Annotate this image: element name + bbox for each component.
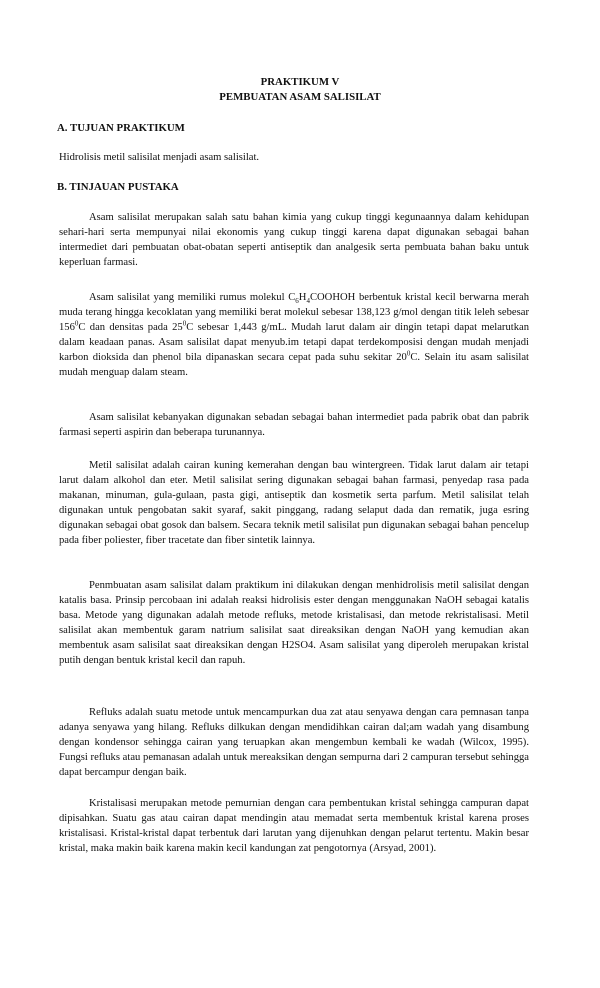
paragraph-2: Asam salisilat yang memiliki rumus molekul $C_6H_4COOHOH$ berbentuk kristal kecil berwarna merah muda terang hingga kecoklatan yang memiliki berat molekul sebesar 138,123 g/mol dengan titik leleh sebesar $156^0C$ dan densitas pada $25^0C$ sebesar 1,443 g/mL. Mudah larut dalam air dingin tetapi dapat melarutkan dalam keadaan panas. Asam salisilat dapat menyub.im tetapi dapat terdekomposisi dengan mudah menjadi karbon dioksida dan phenol bila dipanaskan secara cepat pada suhu sekitar $20^0C$. Selain itu asam salisilat mudah menguap dalam steam. <box>59 292 529 378</box>
page-title-line1: PRAKTIKUM V <box>260 76 340 88</box>
paragraph-5: Penmbuatan asam salisilat dalam praktikum ini dilakukan dengan menhidrolisis metil salisilat dengan katalis basa. Prinsip percobaan ini adalah reaksi hidrolisis ester dengan menggunakan NaOH sebagai katalis basa. Metode yang digunakan adalah metode refluks, metode kristalisasi, dan metode rekristalisasi. Metil salisilat akan membentuk garam natrium salisilat saat direaksikan dengan NaOH yang kemudian akan membentuk asam salisilat saat direaksikan dengan H2SO4. Asam salisilat yang diperoleh merupakan kristal putih dengan bentuk kristal kecil dan rapuh. <box>59 580 529 666</box>
section-b-heading: B. TINJAUAN PUSTAKA <box>57 181 179 193</box>
section-a-heading: A. TUJUAN PRAKTIKUM <box>57 122 185 134</box>
paragraph-4: Metil salisilat adalah cairan kuning kemerahan dengan bau wintergreen. Tidak larut dalam air tetapi larut dalam alkohol dan eter. Metil salisilat sering digunakan sebagai bahan farmasi, penyedap rasa pada makanan, minuman, gula-gulaan, pasta gigi, antiseptik dan kosmetik serta parfum. Metil salisilat telah digunakan untuk pengobatan sakit syaraf, sakit pinggang, radang selaput dada dan rematik, juga esring digunakan sebagai obat gosok dan balsem. Secara teknik metil salisilat pun digunakan sebagai bahan pencelup pada fiber poliester, fiber tracetate dan fiber sintetik lainnya. <box>59 460 529 546</box>
section-a-text: Hidrolisis metil salisilat menjadi asam salisilat. <box>59 152 260 163</box>
paragraph-6: Refluks adalah suatu metode untuk mencampurkan dua zat atau senyawa dengan cara pemnasan tanpa adanya senyawa yang hilang. Refluks dilkukan dengan mendidihkan cairan dal;am wadah yang disambung dengan kondensor sehingga cairan yang teruapkan akan mengembun kembali ke wadah (Wilcox, 1995). Fungsi refluks atau pemanasan adalah untuk mereaksikan dengan sempurna dari 2 campuran tersebut sehingga dapat bercampur dengan baik. <box>59 707 529 778</box>
paragraph-3: Asam salisilat kebanyakan digunakan sebadan sebagai bahan intermediet pada pabrik obat dan pabrik farmasi seperti aspirin dan beberapa turunannya. <box>59 412 529 438</box>
page-title-line2: PEMBUATAN ASAM SALISILAT <box>219 91 381 103</box>
paragraph-1: Asam salisilat merupakan salah satu bahan kimia yang cukup tinggi kegunaannya dalam kehidupan sehari-hari serta mempunyai nilai ekonomis yang cukup tinggi karena dapat digunakan sebagai bahan intermediet dari pembuatan obat-obatan seperti antiseptik dan analgesik serta pembuata bahan baku untuk keperluan farmasi. <box>59 212 529 268</box>
paragraph-7: Kristalisasi merupakan metode pemurnian dengan cara pembentukan kristal sehingga campuran dapat dipisahkan. Suatu gas atau cairan dapat mendingin atau memadat serta membentuk kristal karena proses kristalisasi. Kristal-kristal dapat terbentuk dari larutan yang dijenuhkan dengan pelarut tertentu. Makin besar kristal, maka makin baik karena makin kecil kandungan zat pengotornya (Arsyad, 2001). <box>59 798 529 854</box>
